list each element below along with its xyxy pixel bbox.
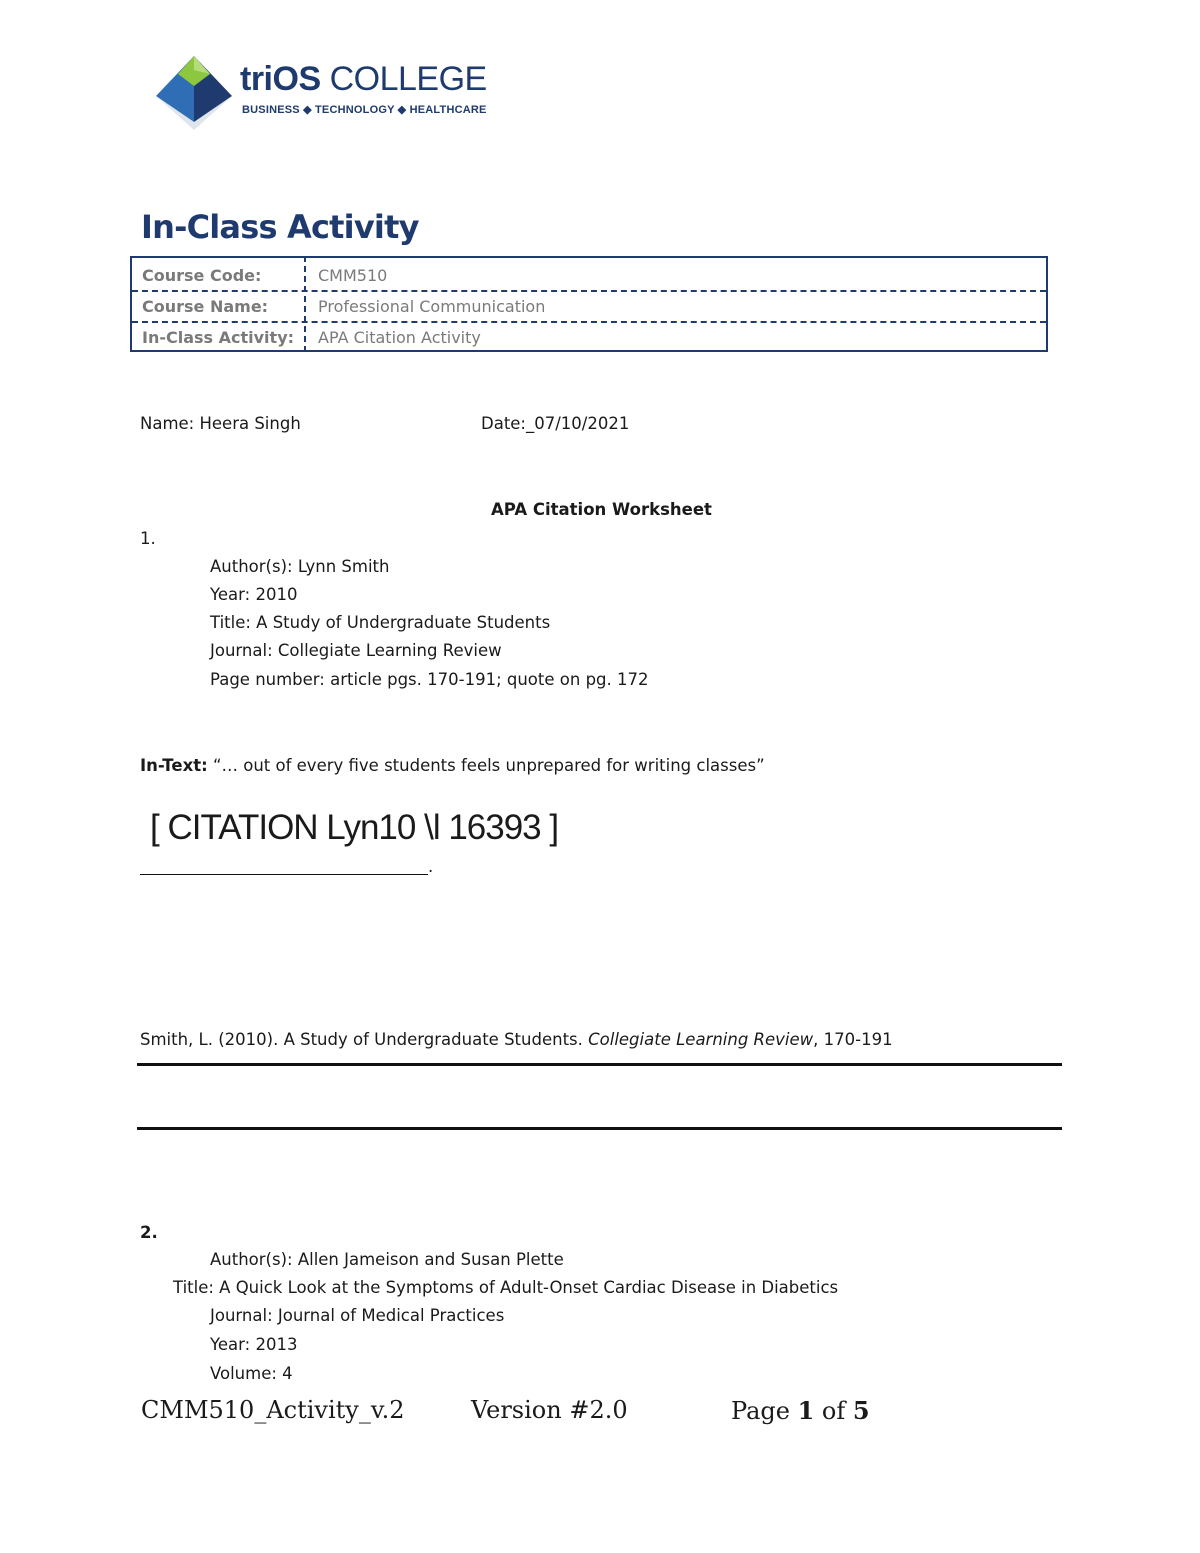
q2-volume: Volume: 4 bbox=[210, 1364, 293, 1383]
course-name-row bbox=[132, 289, 1046, 323]
q1-journal: Journal: Collegiate Learning Review bbox=[210, 641, 502, 660]
current-page: 1 bbox=[797, 1396, 815, 1425]
q2-year: Year: 2013 bbox=[210, 1335, 298, 1354]
course-code-value: CMM510 bbox=[318, 266, 388, 285]
reference-end: , 170-191 bbox=[813, 1030, 893, 1049]
page-title: In-Class Activity bbox=[141, 208, 419, 246]
submission-date: Date:_07/10/2021 bbox=[481, 414, 630, 433]
q1-year: Year: 2010 bbox=[210, 585, 298, 604]
q1-author: Author(s): Lynn Smith bbox=[210, 557, 390, 576]
reference-journal: Collegiate Learning Review bbox=[588, 1030, 814, 1049]
course-name-label: Course Name: bbox=[142, 297, 269, 316]
footer-version: Version #2.0 bbox=[471, 1396, 628, 1424]
q1-reference-entry bbox=[140, 1030, 893, 1049]
activity-value: APA Citation Activity bbox=[318, 328, 481, 347]
college-wordmark: triOS COLLEGE bbox=[240, 60, 487, 98]
answer-rule-2 bbox=[137, 1127, 1062, 1130]
citation-field[interactable]: [ CITATION Lyn10 \l 16393 ] bbox=[150, 808, 559, 847]
footer-doc-id: CMM510_Activity_v.2 bbox=[141, 1396, 405, 1424]
in-text-label: In-Text: bbox=[140, 756, 208, 775]
q1-title: Title: A Study of Undergraduate Students bbox=[210, 613, 551, 632]
total-pages: 5 bbox=[852, 1396, 870, 1425]
in-text-quote: “… out of every five students feels unprepared for writing classes” bbox=[207, 756, 765, 775]
student-name: Name: Heera Singh bbox=[140, 414, 301, 433]
question-1-number: 1. bbox=[140, 529, 156, 548]
course-info-table bbox=[130, 256, 1048, 352]
answer-blank-line bbox=[140, 874, 428, 875]
q2-author: Author(s): Allen Jameison and Susan Plette bbox=[210, 1250, 564, 1269]
q1-page-number: Page number: article pgs. 170-191; quote on pg. 172 bbox=[210, 670, 649, 689]
footer-page-number: Page 1 of 5 bbox=[731, 1396, 870, 1425]
table-column-divider bbox=[304, 256, 306, 352]
q1-in-text bbox=[140, 756, 765, 775]
answer-rule-1 bbox=[137, 1063, 1062, 1066]
worksheet-title: APA Citation Worksheet bbox=[491, 500, 712, 519]
activity-label: In-Class Activity: bbox=[142, 328, 295, 347]
question-2-number: 2. bbox=[140, 1223, 158, 1242]
course-name-value: Professional Communication bbox=[318, 297, 546, 316]
college-tagline: BUSINESS ◆ TECHNOLOGY ◆ HEALTHCARE bbox=[242, 104, 487, 116]
activity-row bbox=[132, 320, 1046, 352]
course-code-label: Course Code: bbox=[142, 266, 262, 285]
q2-journal: Journal: Journal of Medical Practices bbox=[210, 1306, 505, 1325]
blank-period: . bbox=[428, 857, 434, 876]
reference-start: Smith, L. (2010). A Study of Undergraduate Students. bbox=[140, 1030, 589, 1049]
course-code-row bbox=[132, 258, 1046, 292]
q2-title: Title: A Quick Look at the Symptoms of Adult-Onset Cardiac Disease in Diabetics bbox=[173, 1278, 839, 1297]
